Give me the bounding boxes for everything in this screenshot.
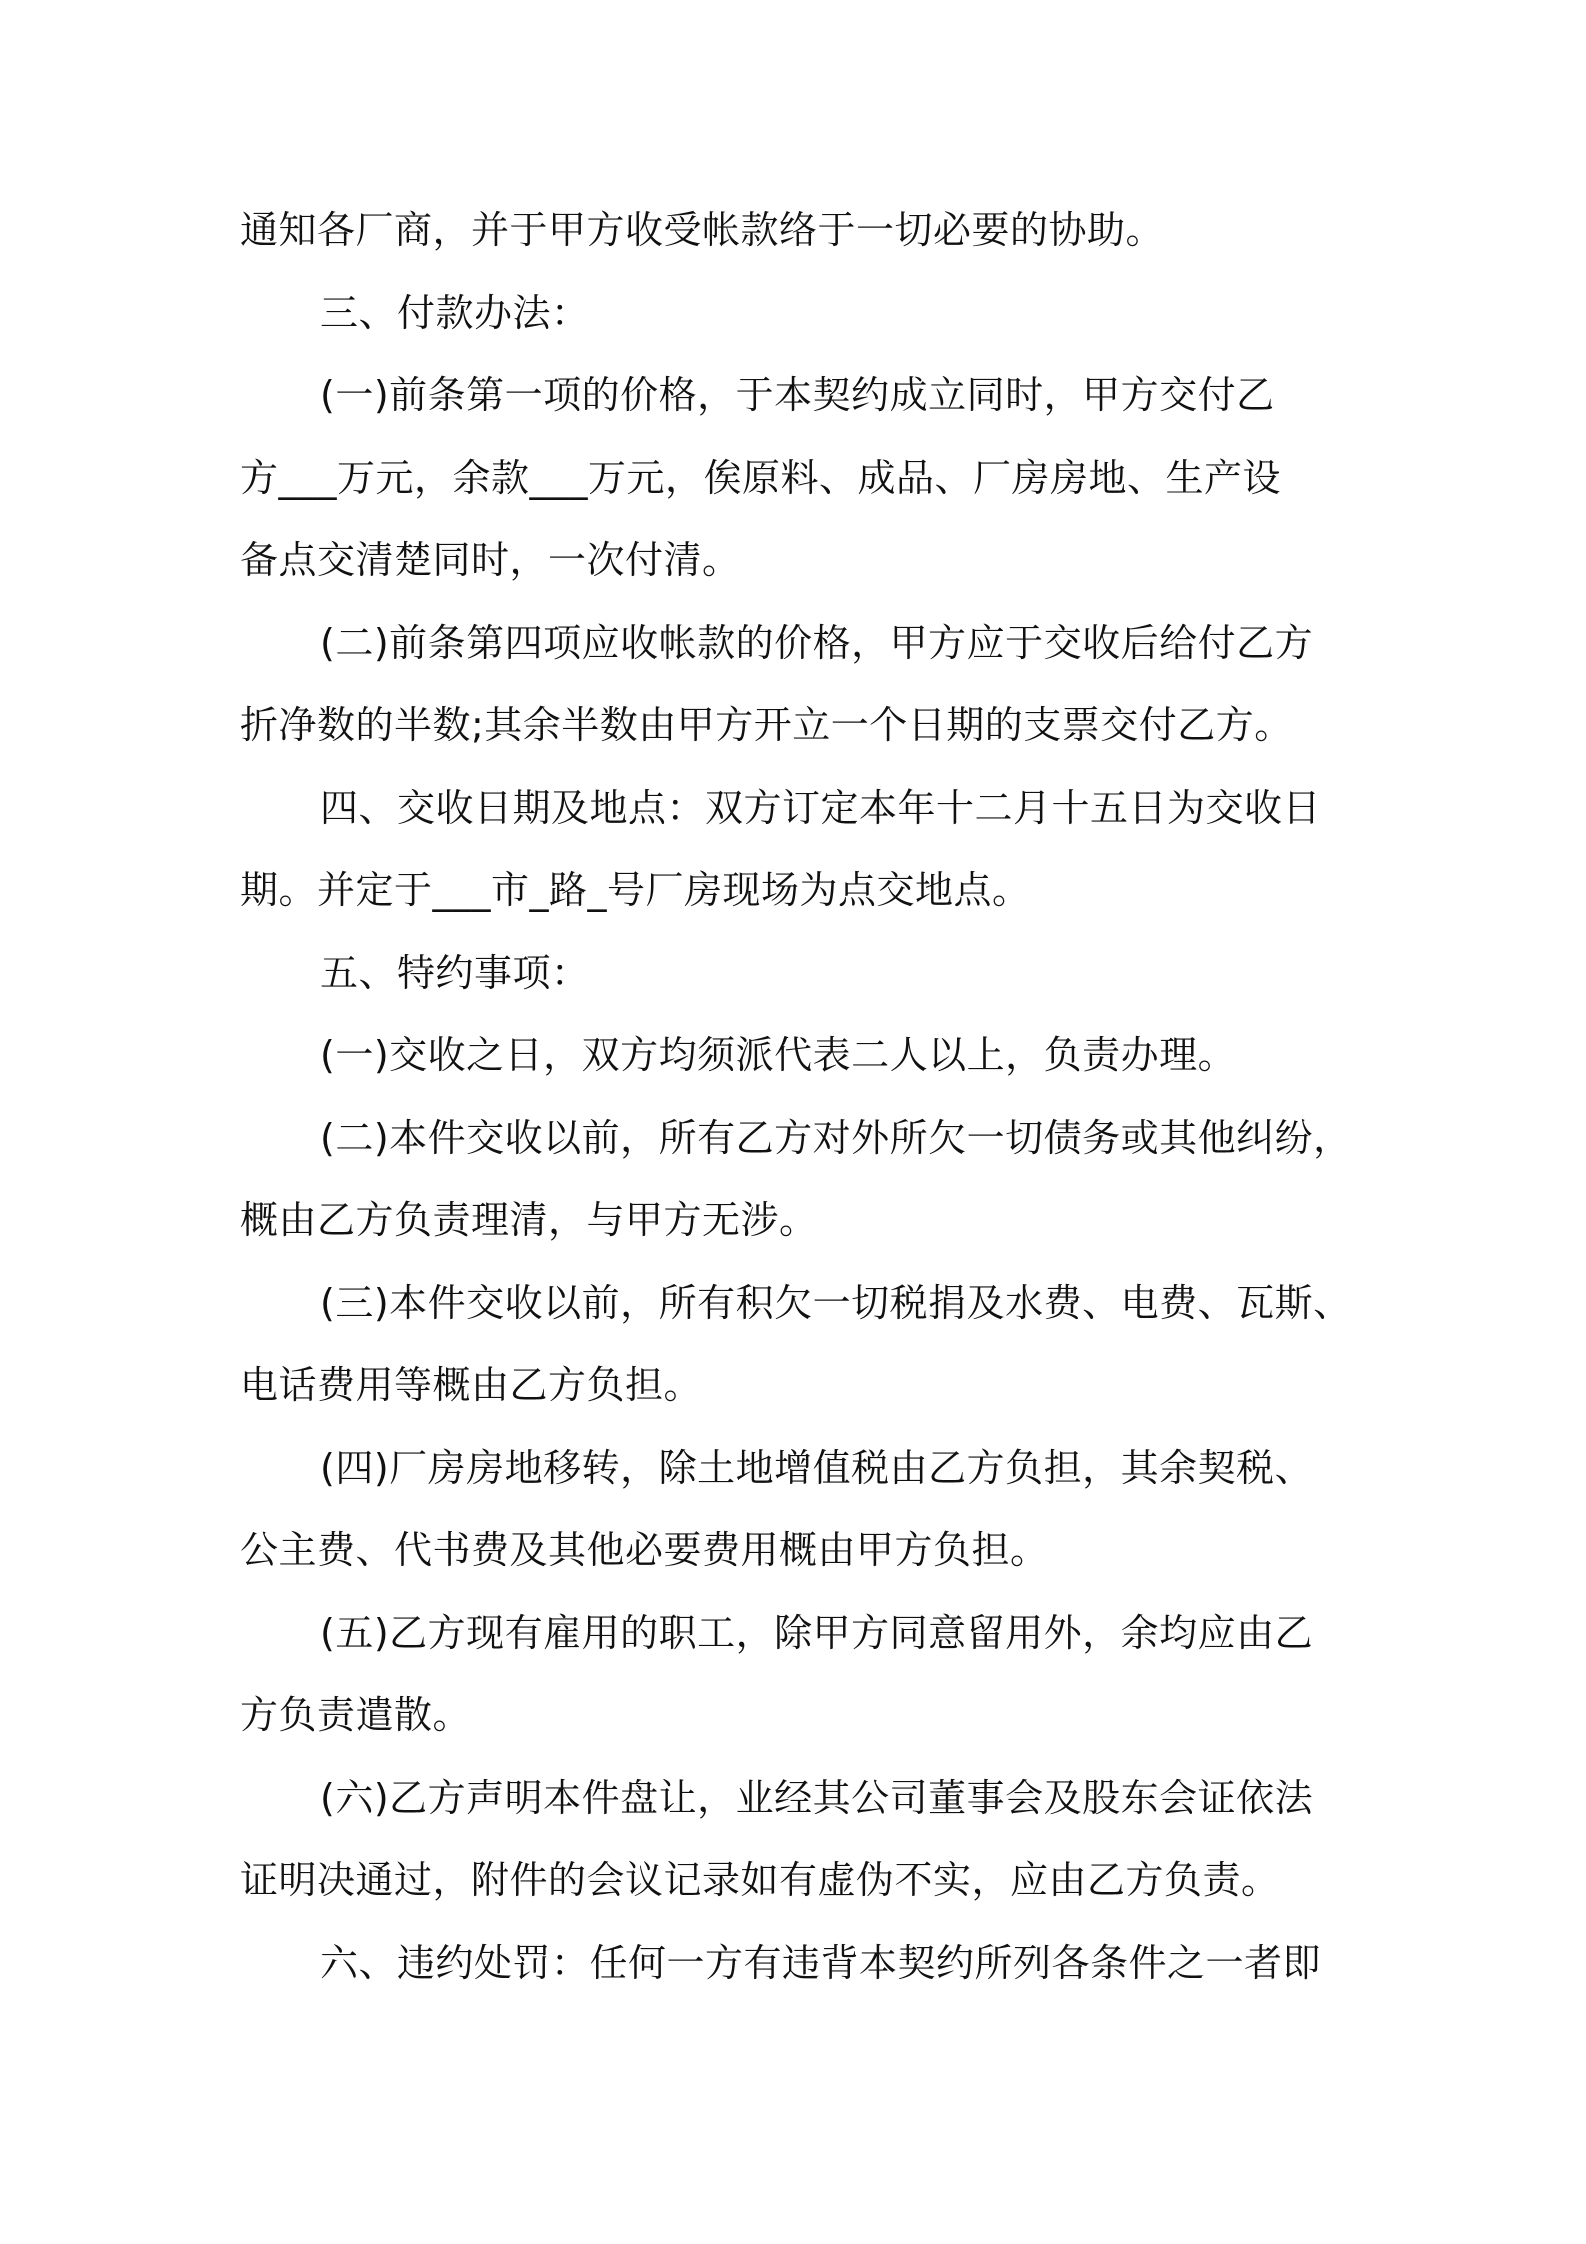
text-line-3: (一)前条第一项的价格，于本契约成立同时，甲方交付乙 [320,373,1275,417]
text-line-12: (二)本件交收以前，所有乙方对外所欠一切债务或其他纠纷， [320,1116,1352,1160]
text-line-17: 公主费、代书费及其他必要费用概由甲方负担。 [240,1528,1049,1572]
text-line-18: (五)乙方现有雇用的职工，除甲方同意留用外，余均应由乙 [320,1611,1314,1655]
section-heading-payment: 三、付款办法： [320,291,590,335]
text-line-7: 折净数的半数;其余半数由甲方开立一个日期的支票交付乙方。 [240,703,1293,747]
text-line-19: 方负责遣散。 [240,1693,472,1737]
section-heading-special: 五、特约事项： [320,951,590,995]
text-line-11: (一)交收之日，双方均须派代表二人以上，负责办理。 [320,1033,1237,1077]
section-heading-delivery: 四、交收日期及地点：双方订定本年十二月十五日为交收日 [320,786,1322,830]
text-line-13: 概由乙方负责理清，与甲方无涉。 [240,1198,818,1242]
text-line-14: (三)本件交收以前，所有积欠一切税捐及水费、电费、瓦斯、 [320,1281,1352,1325]
section-heading-penalty: 六、违约处罚：任何一方有违背本契约所列各条件之一者即 [320,1941,1322,1985]
text-line-1: 通知各厂商，并于甲方收受帐款络于一切必要的协助。 [240,208,1165,252]
text-line-9: 期。并定于___市_路_号厂房现场为点交地点。 [240,868,1031,912]
text-line-6: (二)前条第四项应收帐款的价格，甲方应于交收后给付乙方 [320,621,1314,665]
text-line-21: 证明决通过，附件的会议记录如有虚伪不实，应由乙方负责。 [240,1858,1280,1902]
text-line-15: 电话费用等概由乙方负担。 [240,1363,703,1407]
text-line-16: (四)厂房房地移转，除土地增值税由乙方负担，其余契税、 [320,1446,1314,1490]
text-line-4: 方___万元，余款___万元，俟原料、成品、厂房房地、生产设 [240,456,1282,500]
text-line-20: (六)乙方声明本件盘让，业经其公司董事会及股东会证依法 [320,1776,1314,1820]
text-line-5: 备点交清楚同时，一次付清。 [240,538,741,582]
